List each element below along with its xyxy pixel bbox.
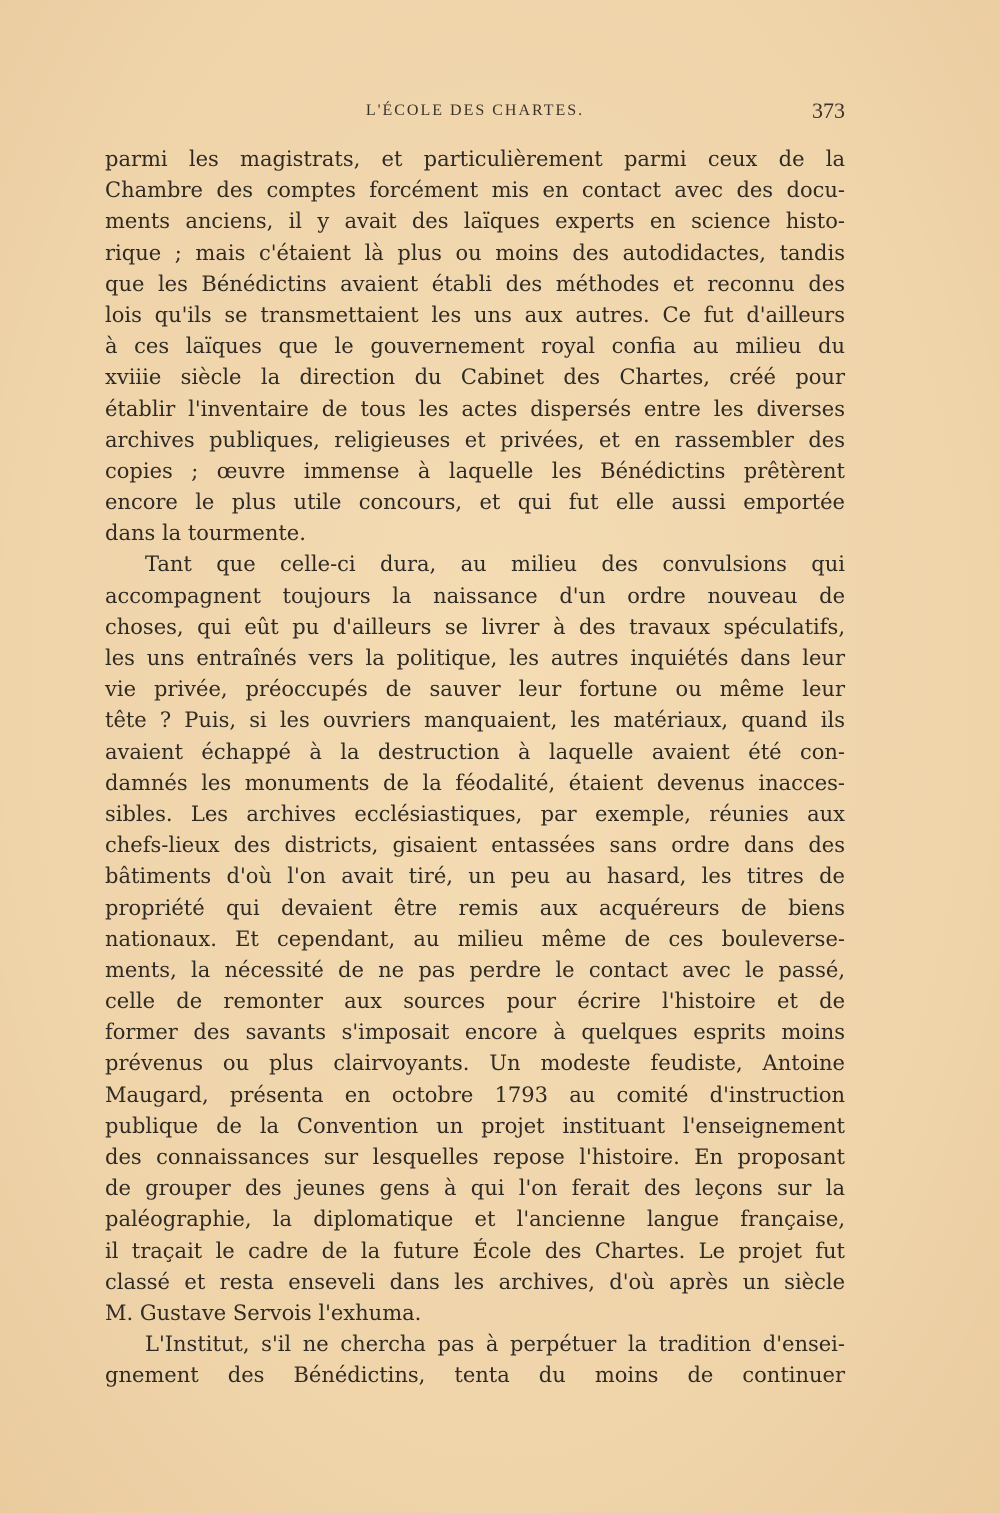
text-line: celle de remonter aux sources pour écrire l'histoire et de xyxy=(105,989,845,1014)
text-line: accompagnent toujours la naissance d'un ordre nouveau de xyxy=(105,583,845,608)
text-line: établir l'inventaire de tous les actes dispersés entre les diverses xyxy=(105,396,845,421)
text-line: prévenus ou plus clairvoyants. Un modeste feudiste, Antoine xyxy=(105,1051,845,1076)
text-line: L'Institut, s'il ne chercha pas à perpétuer la tradition d'ensei- xyxy=(145,1332,845,1357)
text-line: il traçait le cadre de la future École des Chartes. Le projet fut xyxy=(105,1238,845,1263)
text-line: Maugard, présenta en octobre 1793 au comité d'instruction xyxy=(105,1082,845,1107)
text-line: parmi les magistrats, et particulièrement parmi ceux de la xyxy=(105,147,845,171)
text-line: xviiie siècle la direction du Cabinet des Chartes, créé pour xyxy=(105,365,845,390)
text-line: Tant que celle-ci dura, au milieu des convulsions qui xyxy=(145,552,845,577)
page-header xyxy=(105,98,845,128)
text-line: damnés les monuments de la féodalité, étaient devenus inacces- xyxy=(105,770,845,795)
text-line: lois qu'ils se transmettaient les uns aux autres. Ce fut d'ailleurs xyxy=(105,302,845,327)
text-line: dans la tourmente. xyxy=(105,521,306,546)
text-line: avaient échappé à la destruction à laquelle avaient été con- xyxy=(105,739,845,764)
text-line: copies ; œuvre immense à laquelle les Bénédictins prêtèrent xyxy=(105,458,845,483)
text-line: M. Gustave Servois l'exhuma. xyxy=(105,1300,422,1325)
text-line: encore le plus utile concours, et qui fut elle aussi emportée xyxy=(105,490,845,515)
page-number: 373 xyxy=(812,98,845,123)
running-title: L'ÉCOLE DES CHARTES. xyxy=(365,102,585,119)
text-line: des connaissances sur lesquelles repose l'histoire. En proposant xyxy=(105,1145,845,1169)
text-line: Chambre des comptes forcément mis en contact avec des docu- xyxy=(105,178,845,203)
text-line: gnement des Bénédictins, tenta du moins de continuer xyxy=(105,1363,845,1388)
text-line: rique ; mais c'étaient là plus ou moins des autodidactes, tandis xyxy=(105,240,845,265)
text-line: paléographie, la diplomatique et l'ancienne langue française, xyxy=(105,1207,845,1232)
text-line: sibles. Les archives ecclésiastiques, par exemple, réunies aux xyxy=(105,801,845,826)
text-line: choses, qui eût pu d'ailleurs se livrer à des travaux spéculatifs, xyxy=(105,614,845,639)
text-line: tête ? Puis, si les ouvriers manquaient, les matériaux, quand ils xyxy=(105,708,845,733)
text-line: propriété qui devaient être remis aux acquéreurs de biens xyxy=(105,895,845,920)
text-line: de grouper des jeunes gens à qui l'on ferait des leçons sur la xyxy=(105,1176,845,1201)
text-line: à ces laïques que le gouvernement royal confia au milieu du xyxy=(105,334,845,359)
text-line: publique de la Convention un projet instituant l'enseignement xyxy=(105,1113,845,1138)
text-line: que les Bénédictins avaient établi des méthodes et reconnu des xyxy=(105,271,845,296)
text-line: les uns entraînés vers la politique, les autres inquiétés dans leur xyxy=(105,646,845,670)
text-line: chefs-lieux des districts, gisaient entassées sans ordre dans des xyxy=(105,833,845,858)
text-line: former des savants s'imposait encore à quelques esprits moins xyxy=(105,1020,845,1045)
text-line: nationaux. Et cependant, au milieu même de ces bouleverse- xyxy=(105,926,845,951)
text-line: ments, la nécessité de ne pas perdre le contact avec le passé, xyxy=(105,957,845,982)
text-line: classé et resta enseveli dans les archives, d'où après un siècle xyxy=(105,1269,845,1294)
body-text xyxy=(105,144,845,1392)
text-line: vie privée, préoccupés de sauver leur fortune ou même leur xyxy=(105,677,845,702)
text-line: ments anciens, il y avait des laïques experts en science histo- xyxy=(105,209,845,234)
text-line: bâtiments d'où l'on avait tiré, un peu au hasard, les titres de xyxy=(105,864,845,889)
text-line: archives publiques, religieuses et privées, et en rassembler des xyxy=(105,427,845,452)
